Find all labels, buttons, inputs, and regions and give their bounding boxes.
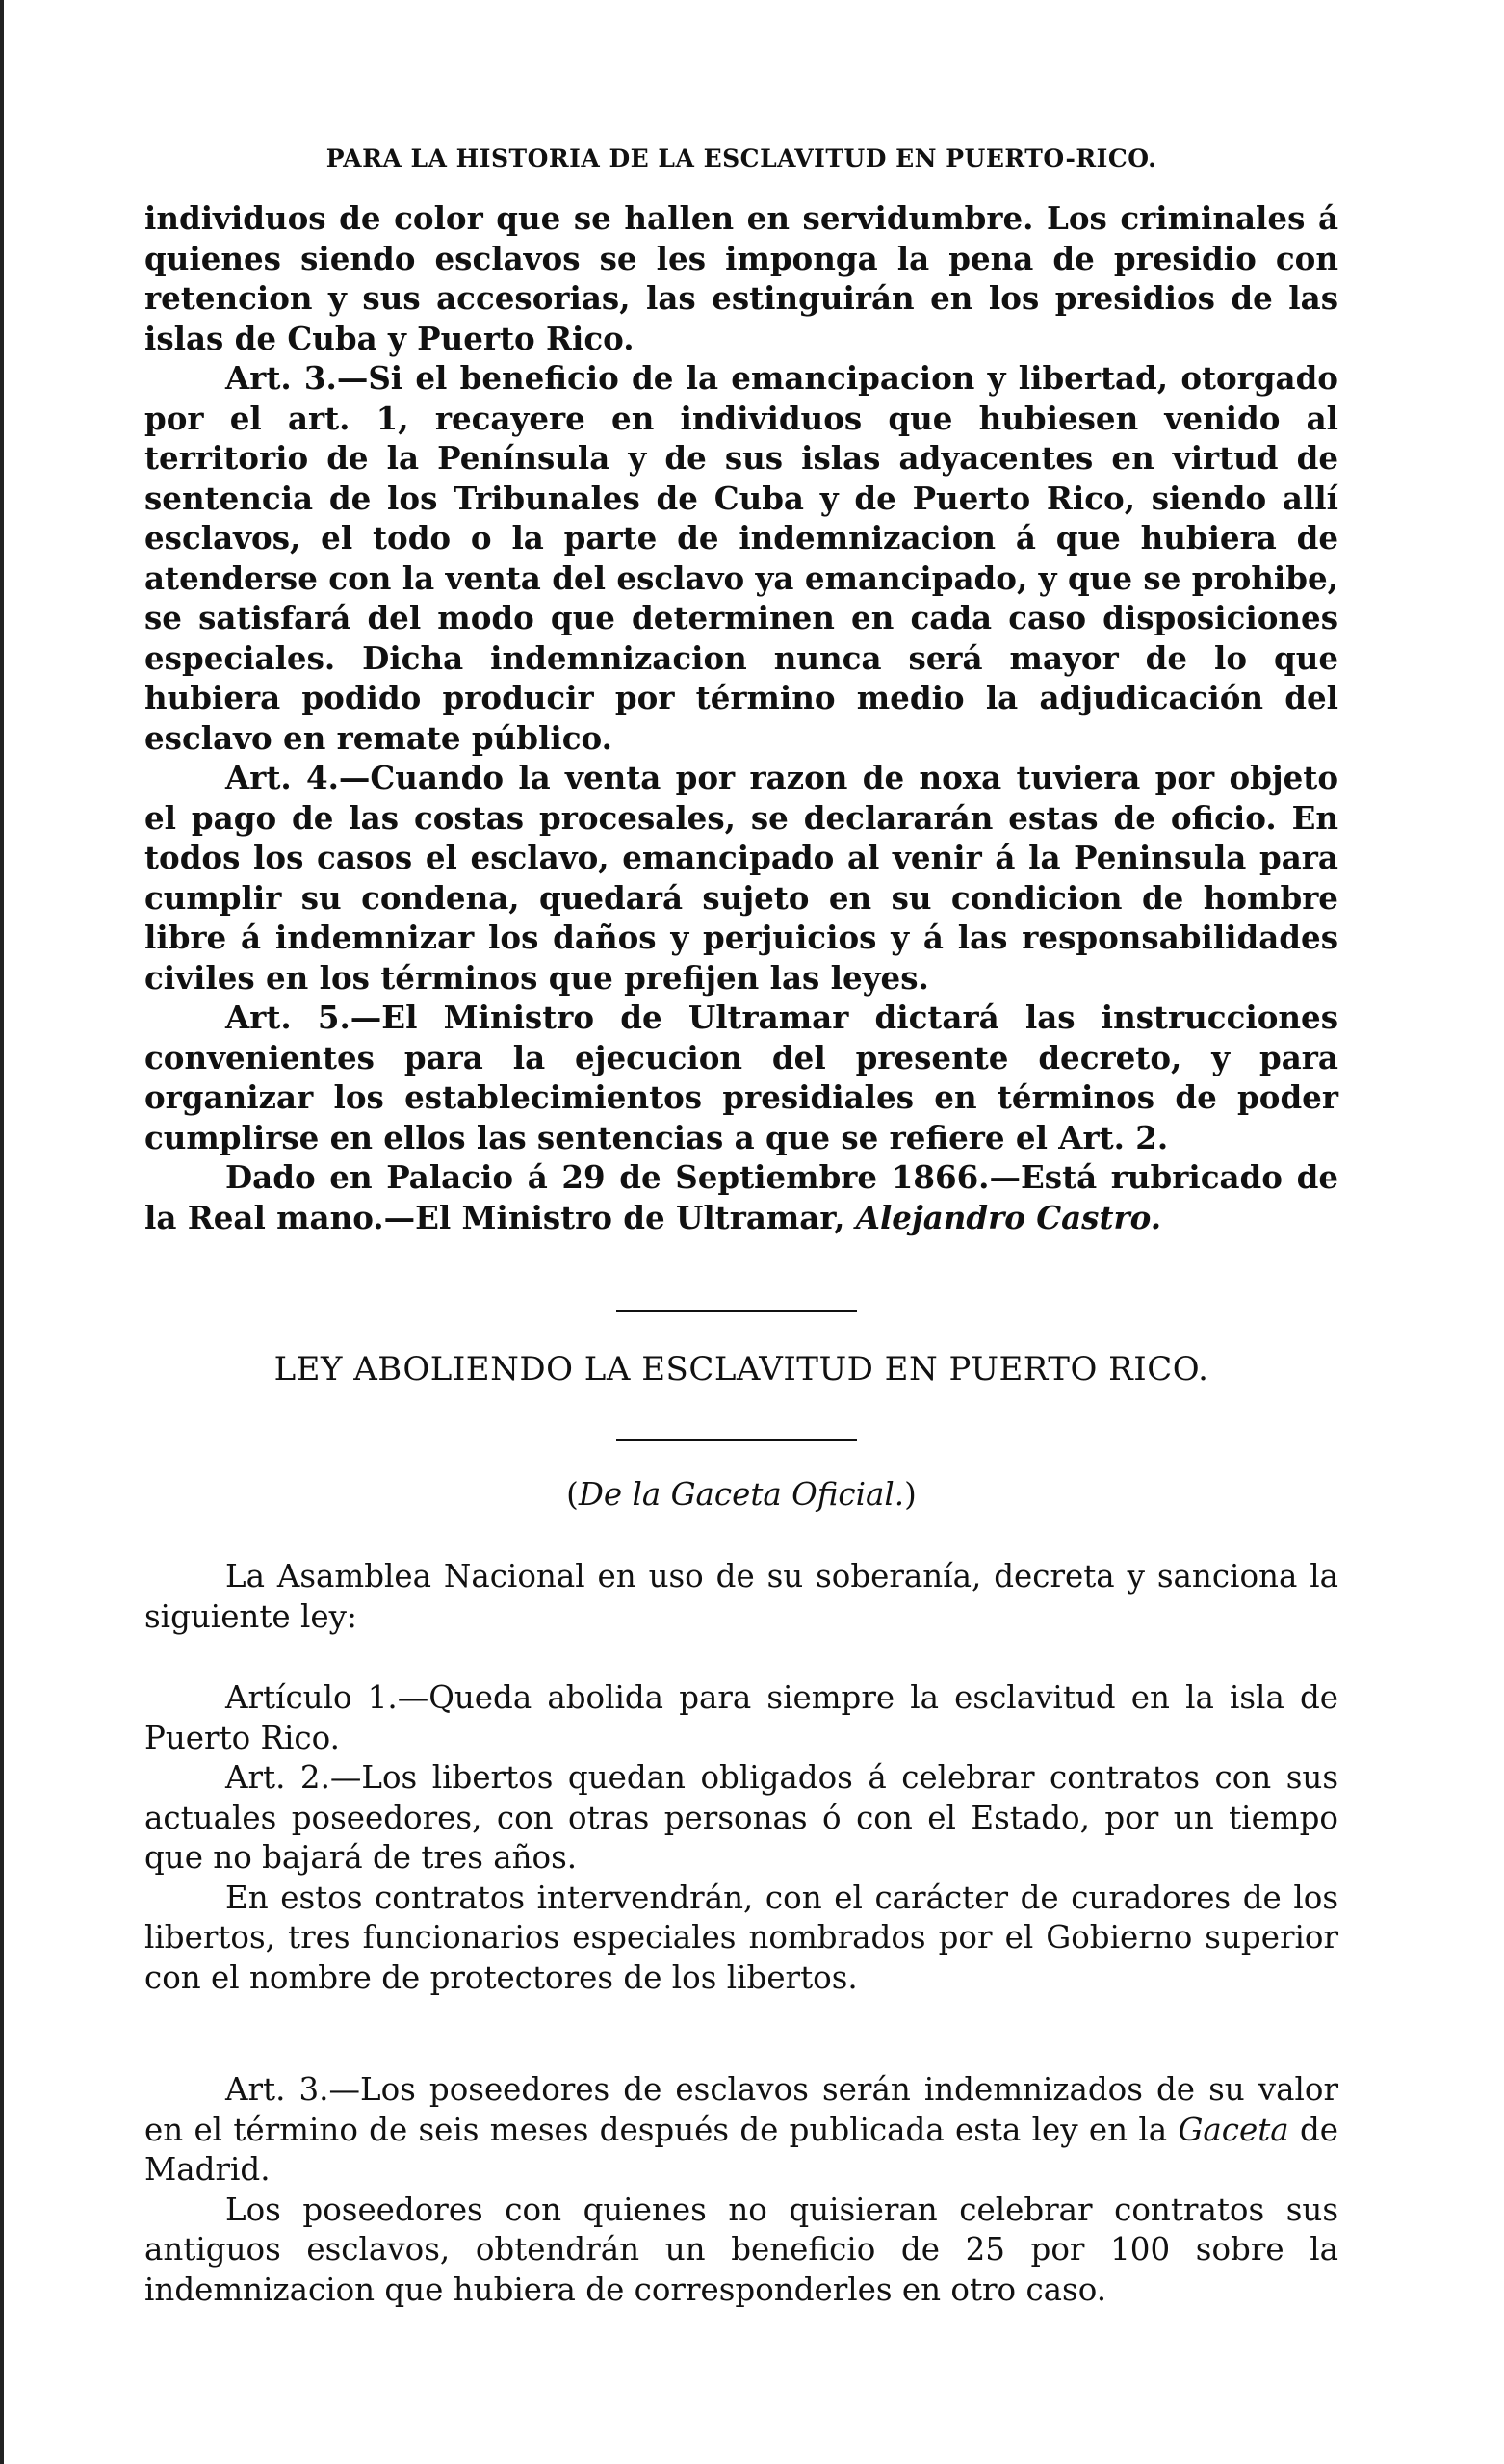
law-preamble-block — [144, 1557, 1338, 1637]
law-article-2-continued: En estos contratos intervendrán, con el carácter de curadores de los libertos, tres funcionarios especiales nombrados por el Gobierno superior con el nombre de protectores de los libertos. — [144, 1879, 1338, 1996]
minister-signature: Alejandro Castro. — [855, 1198, 1162, 1236]
gazette-source-text: De la Gaceta Oficial. — [578, 1476, 905, 1513]
running-head: PARA LA HISTORIA DE LA ESCLAVITUD EN PUERTO-RICO. — [325, 144, 1157, 172]
law-preamble: La Asamblea Nacional en uso de su soberanía, decreta y sanciona la siguiente ley: — [144, 1558, 1338, 1635]
law-title: LEY ABOLIENDO LA ESCLAVITUD EN PUERTO RICO. — [273, 1350, 1209, 1388]
section-divider-top — [616, 1310, 857, 1312]
gazette-source: (De la Gaceta Oficial.) — [566, 1476, 917, 1513]
law-article-1: Artículo 1.—Queda abolida para siempre la esclavitud en la isla de Puerto Rico. — [144, 1679, 1338, 1756]
law-article-2: Art. 2.—Los libertos quedan obligados á celebrar contratos con sus actuales poseedores, con otras personas ó con el Estado, por un tiempo que no bajará de tres años. — [144, 1759, 1338, 1876]
decree-closing-text: Dado en Palacio á 29 de Septiembre 1866.—Está rubricado de la Real mano.—El Ministro de Ultramar, — [144, 1158, 1338, 1236]
law-article-3-block — [144, 2070, 1338, 2310]
law-article-3: Art. 3.—Los poseedores de esclavos serán indemnizados de su valor en el término de seis meses después de publicada esta ley en la Gaceta de Madrid. — [144, 2071, 1338, 2188]
decree-text — [144, 198, 1338, 1237]
gazette-name: Gaceta — [1178, 2111, 1289, 2148]
law-article-3-continued: Los poseedores con quienes no quisieran celebrar contratos sus antiguos esclavos, obtendrán un beneficio de 25 por 100 sobre la indemnizacion que hubiera de corresponderles en otro caso. — [144, 2191, 1338, 2308]
page-edge-border — [0, 0, 4, 2464]
decree-closing — [144, 1157, 1338, 1237]
law-articles-block — [144, 1678, 1338, 1998]
decree-paragraph-1: individuos de color que se hallen en servidumbre. Los criminales á quienes siendo esclavos se les imponga la pena de presidio con retencion y sus accesorias, las estinguirán en los presidios de las islas de Cuba y Puerto Rico. — [144, 199, 1338, 357]
decree-article-5: Art. 5.—El Ministro de Ultramar dictará las instrucciones convenientes para la ejecucion del presente decreto, y para organizar los establecimientos presidiales en términos de poder cumplirse en ellos las sentencias a que se refiere el Art. 2. — [144, 999, 1338, 1156]
section-divider-bottom — [616, 1439, 857, 1441]
decree-article-4: Art. 4.—Cuando la venta por razon de noxa tuviera por objeto el pago de las costas procesales, se declararán estas de oficio. En todos los casos el esclavo, emancipado al venir á la Peninsula para cumplir su condena, quedará sujeto en su condicion de hombre libre á indemnizar los daños y perjuicios y á las responsabilidades civiles en los términos que prefijen las leyes. — [144, 759, 1338, 997]
decree-article-3: Art. 3.—Si el beneficio de la emancipacion y libertad, otorgado por el art. 1, recayere en individuos que hubiesen venido al territorio de la Península y de sus islas adyacentes en virtud de sentencia de los Tribunales de Cuba y de Puerto Rico, siendo allí esclavos, el todo o la parte de indemnizacion á que hubiera de atenderse con la venta del esclavo ya emancipado, y que se prohibe, se satisfará del modo que determinen en cada caso disposiciones especiales. Dicha indemnizacion nunca será mayor de lo que hubiera podido producir por término medio la adjudicación del esclavo en remate público. — [144, 359, 1338, 757]
